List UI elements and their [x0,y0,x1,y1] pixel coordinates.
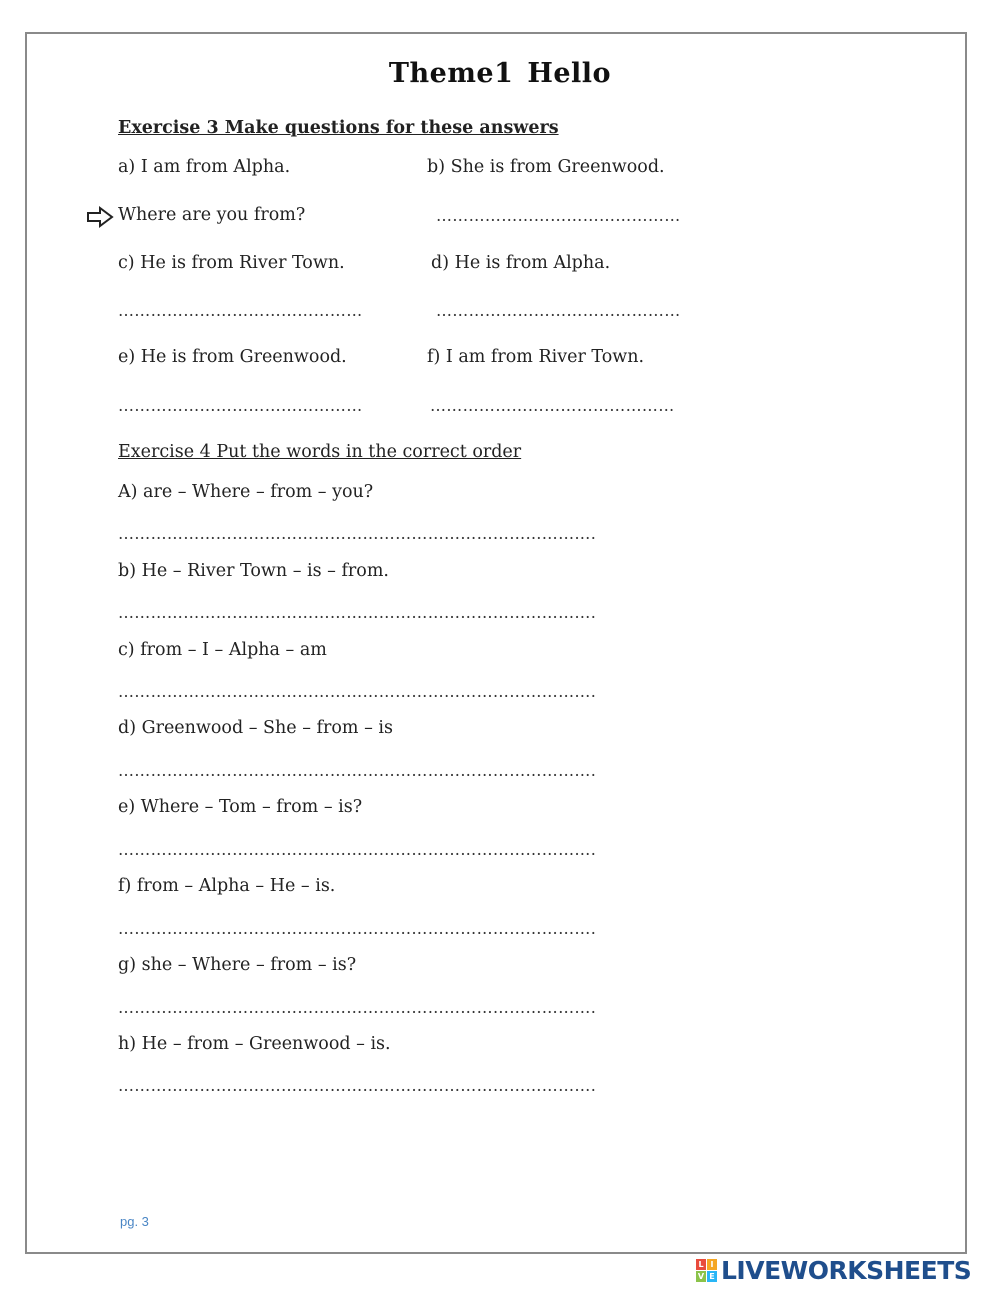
logo-tile-e: E [707,1271,717,1282]
ex3-answer-a-example: Where are you from? [118,205,306,225]
ex3-item-f: f) I am from River Town. [427,347,645,367]
ex4-prompt-g: g) she – Where – from – is? [118,955,357,975]
liveworksheets-logo [696,1256,971,1284]
page-number: pg. 3 [120,1214,149,1229]
ex3-answer-d-blank[interactable]: ……………………………………… [436,301,681,320]
ex4-prompt-b: b) He – River Town – is – from. [118,561,389,581]
ex3-item-b: b) She is from Greenwood. [427,157,665,177]
logo-tile-v: V [697,1271,705,1281]
ex3-answer-e-blank[interactable]: ……………………………………… [118,396,363,415]
ex3-item-c: c) He is from River Town. [118,253,345,273]
ex4-answer-d-blank[interactable]: ……………………………………………………………………………. [118,761,597,780]
ex4-answer-e-blank[interactable]: ……………………………………………………………………………. [118,840,597,859]
page-title: Theme1 Hello [388,58,612,89]
exercise-4-heading: Exercise 4 Put the words in the correct order [118,442,522,462]
ex4-answer-g-blank[interactable]: ……………………………………………………………………………. [118,998,597,1017]
right-arrow-outline-icon [86,206,114,228]
ex4-answer-a-blank[interactable]: ……………………………………………………………………………. [118,524,597,543]
liveworksheets-wordmark: LIVEWORKSHEETS [721,1255,972,1285]
ex4-answer-h-blank[interactable]: ……………………………………………………………………………. [118,1076,597,1095]
ex3-answer-c-blank[interactable]: ……………………………………… [118,301,363,320]
ex4-answer-c-blank[interactable]: ……………………………………………………………………………. [118,682,597,701]
ex3-answer-b-blank[interactable]: ……………………………………… [436,206,681,225]
ex4-prompt-c: c) from – I – Alpha – am [118,640,327,660]
ex4-prompt-f: f) from – Alpha – He – is. [118,876,336,896]
logo-tile-i: I [707,1259,717,1270]
ex4-prompt-e: e) Where – Tom – from – is? [118,797,363,817]
ex3-item-d: d) He is from Alpha. [431,253,611,273]
ex4-answer-b-blank[interactable]: ……………………………………………………………………………. [118,603,597,622]
ex4-prompt-d: d) Greenwood – She – from – is [118,718,393,738]
ex3-answer-f-blank[interactable]: ……………………………………… [430,396,675,415]
logo-tile-l: L [696,1259,706,1270]
ex4-answer-f-blank[interactable]: ……………………………………………………………………………. [118,919,597,938]
ex3-item-a: a) I am from Alpha. [118,157,291,177]
ex3-item-e: e) He is from Greenwood. [118,347,347,367]
ex4-prompt-h: h) He – from – Greenwood – is. [118,1034,391,1054]
ex4-prompt-a: A) are – Where – from – you? [118,482,374,502]
exercise-3-heading: Exercise 3 Make questions for these answers [118,118,559,138]
liveworksheets-logo-icon [696,1259,717,1282]
